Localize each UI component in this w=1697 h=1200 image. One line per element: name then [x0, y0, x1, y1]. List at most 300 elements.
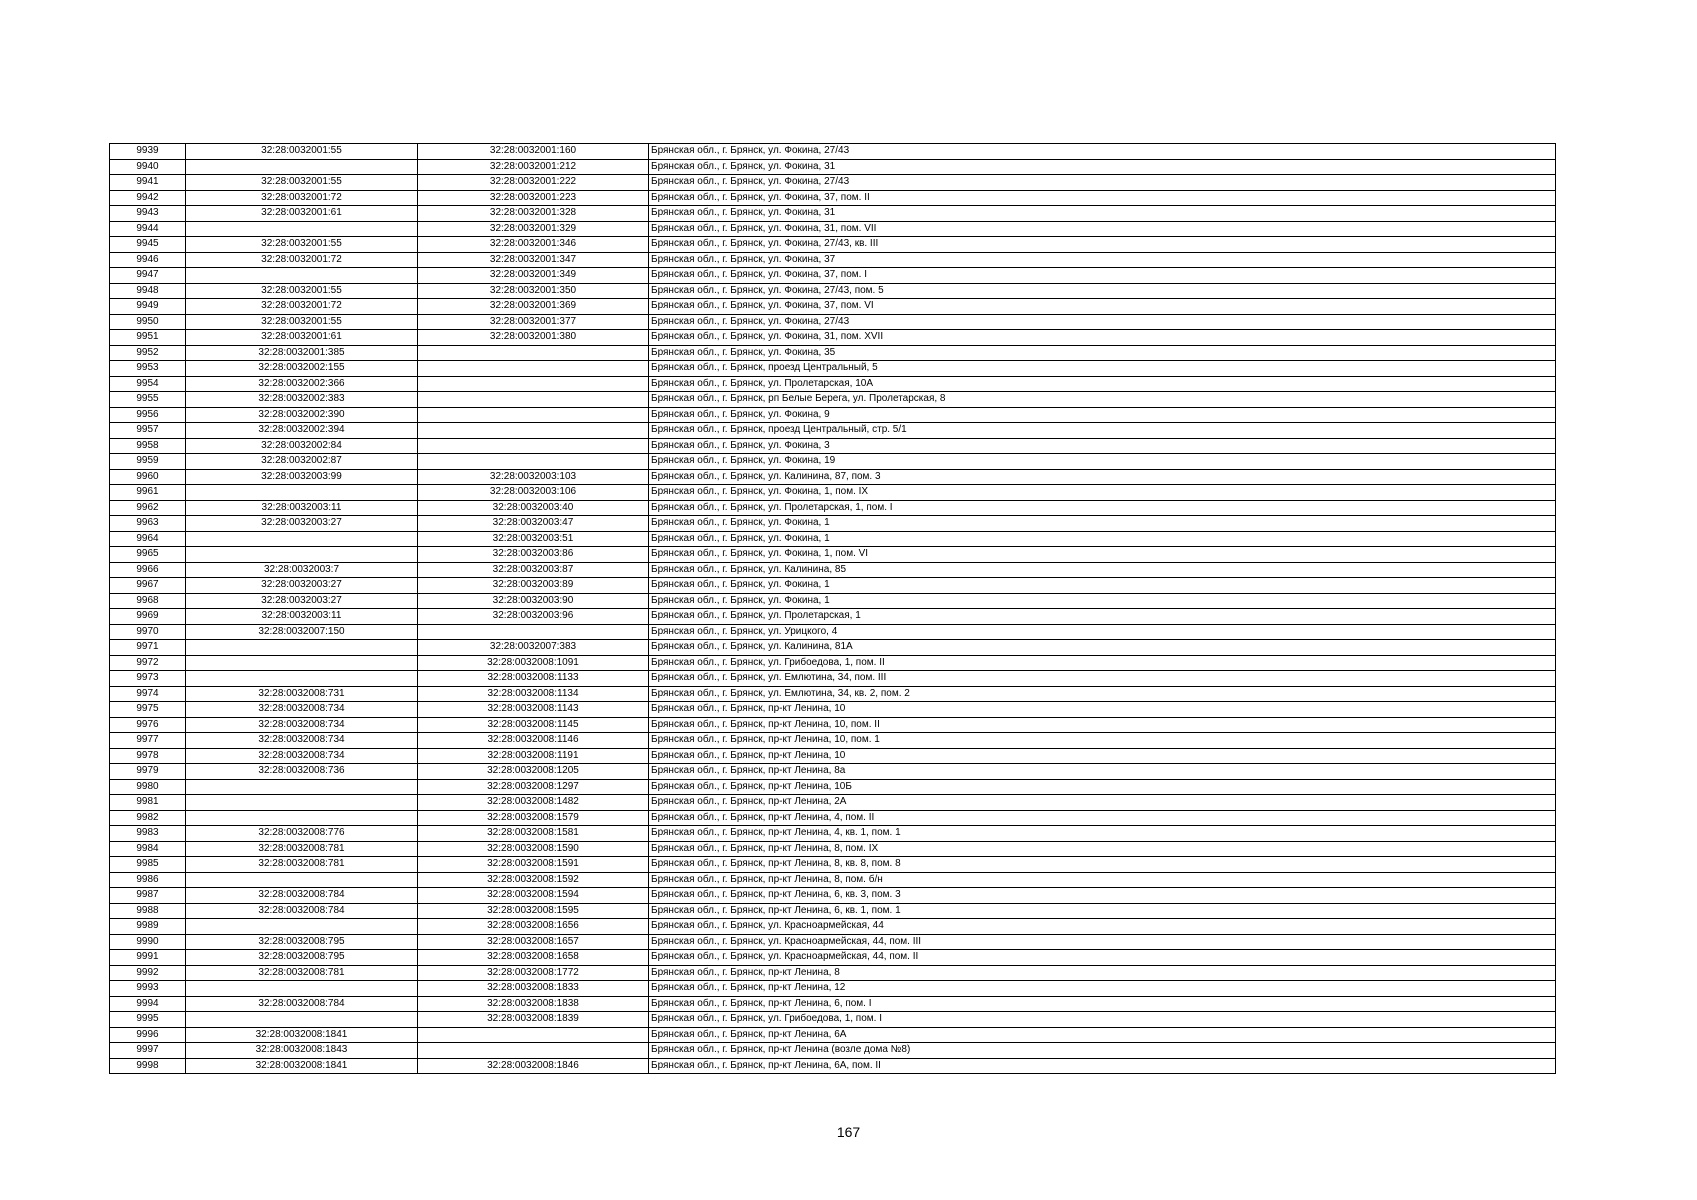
table-row: [110, 190, 1556, 206]
address-cell: Брянская обл., г. Брянск, ул. Фокина, 3: [649, 438, 1556, 454]
cadastral-parent-cell: 32:28:0032001:72: [186, 299, 418, 315]
row-number-cell: 9977: [110, 733, 186, 749]
address-cell: Брянская обл., г. Брянск, рп Белые Берега, ул. Пролетарская, 8: [649, 392, 1556, 408]
cadastral-number-cell: [418, 345, 649, 361]
address-cell: Брянская обл., г. Брянск, ул. Фокина, 27/43, пом. 5: [649, 283, 1556, 299]
address-cell: Брянская обл., г. Брянск, ул. Фокина, 31: [649, 159, 1556, 175]
address-cell: Брянская обл., г. Брянск, ул. Фокина, 1: [649, 516, 1556, 532]
row-number-cell: 9971: [110, 640, 186, 656]
table-row: [110, 919, 1556, 935]
cadastral-parent-cell: 32:28:0032001:61: [186, 206, 418, 222]
cadastral-number-cell: 32:28:0032001:377: [418, 314, 649, 330]
table-row: [110, 717, 1556, 733]
cadastral-number-cell: 32:28:0032008:1579: [418, 810, 649, 826]
cadastral-number-cell: 32:28:0032003:103: [418, 469, 649, 485]
cadastral-parent-cell: [186, 655, 418, 671]
table-row: [110, 469, 1556, 485]
cadastral-number-cell: 32:28:0032008:1143: [418, 702, 649, 718]
row-number-cell: 9955: [110, 392, 186, 408]
address-cell: Брянская обл., г. Брянск, ул. Фокина, 1: [649, 578, 1556, 594]
cadastral-parent-cell: 32:28:0032008:781: [186, 857, 418, 873]
row-number-cell: 9948: [110, 283, 186, 299]
row-number-cell: 9963: [110, 516, 186, 532]
address-cell: Брянская обл., г. Брянск, ул. Фокина, 37: [649, 252, 1556, 268]
table-row: [110, 1043, 1556, 1059]
cadastral-number-cell: 32:28:0032008:1205: [418, 764, 649, 780]
table-row: [110, 764, 1556, 780]
address-cell: Брянская обл., г. Брянск, ул. Фокина, 37, пом. II: [649, 190, 1556, 206]
table-row: [110, 376, 1556, 392]
row-number-cell: 9946: [110, 252, 186, 268]
table-row: [110, 578, 1556, 594]
cadastral-number-cell: 32:28:0032008:1297: [418, 779, 649, 795]
table-row: [110, 795, 1556, 811]
cadastral-parent-cell: [186, 919, 418, 935]
address-cell: Брянская обл., г. Брянск, пр-кт Ленина, 10, пом. II: [649, 717, 1556, 733]
cadastral-number-cell: 32:28:0032008:1134: [418, 686, 649, 702]
cadastral-number-cell: 32:28:0032003:89: [418, 578, 649, 594]
address-cell: Брянская обл., г. Брянск, ул. Калинина, 87, пом. 3: [649, 469, 1556, 485]
cadastral-parent-cell: 32:28:0032003:27: [186, 593, 418, 609]
table-row: [110, 283, 1556, 299]
row-number-cell: 9986: [110, 872, 186, 888]
cadastral-parent-cell: 32:28:0032001:61: [186, 330, 418, 346]
row-number-cell: 9991: [110, 950, 186, 966]
cadastral-parent-cell: 32:28:0032008:734: [186, 702, 418, 718]
table-row: [110, 1058, 1556, 1074]
cadastral-number-cell: 32:28:0032003:87: [418, 562, 649, 578]
table-row: [110, 655, 1556, 671]
cadastral-parent-cell: 32:28:0032008:731: [186, 686, 418, 702]
cadastral-parent-cell: 32:28:0032008:795: [186, 950, 418, 966]
table-row: [110, 500, 1556, 516]
cadastral-number-cell: 32:28:0032007:383: [418, 640, 649, 656]
cadastral-number-cell: 32:28:0032008:1146: [418, 733, 649, 749]
address-cell: Брянская обл., г. Брянск, пр-кт Ленина, 8: [649, 965, 1556, 981]
table-row: [110, 857, 1556, 873]
table-row: [110, 810, 1556, 826]
cadastral-parent-cell: [186, 268, 418, 284]
cadastral-parent-cell: 32:28:0032001:55: [186, 283, 418, 299]
table-row: [110, 593, 1556, 609]
table-row: [110, 206, 1556, 222]
table-row: [110, 237, 1556, 253]
cadastral-parent-cell: 32:28:0032003:27: [186, 516, 418, 532]
address-cell: Брянская обл., г. Брянск, ул. Фокина, 1, пом. IX: [649, 485, 1556, 501]
row-number-cell: 9980: [110, 779, 186, 795]
address-cell: Брянская обл., г. Брянск, ул. Пролетарская, 1, пом. I: [649, 500, 1556, 516]
row-number-cell: 9972: [110, 655, 186, 671]
address-cell: Брянская обл., г. Брянск, пр-кт Ленина, 10, пом. 1: [649, 733, 1556, 749]
address-cell: Брянская обл., г. Брянск, ул. Фокина, 35: [649, 345, 1556, 361]
row-number-cell: 9943: [110, 206, 186, 222]
cadastral-parent-cell: 32:28:0032003:11: [186, 500, 418, 516]
cadastral-number-cell: 32:28:0032008:1833: [418, 981, 649, 997]
cadastral-parent-cell: 32:28:0032002:87: [186, 454, 418, 470]
address-cell: Брянская обл., г. Брянск, пр-кт Ленина, 8а: [649, 764, 1556, 780]
table-row: [110, 361, 1556, 377]
row-number-cell: 9988: [110, 903, 186, 919]
cadastral-parent-cell: [186, 1012, 418, 1028]
cadastral-number-cell: [418, 376, 649, 392]
table-row: [110, 252, 1556, 268]
cadastral-parent-cell: 32:28:0032008:1841: [186, 1027, 418, 1043]
cadastral-number-cell: 32:28:0032001:328: [418, 206, 649, 222]
cadastral-parent-cell: 32:28:0032008:736: [186, 764, 418, 780]
cadastral-parent-cell: [186, 779, 418, 795]
table-row: [110, 547, 1556, 563]
table-row: [110, 981, 1556, 997]
cadastral-parent-cell: 32:28:0032007:150: [186, 624, 418, 640]
table-row: [110, 779, 1556, 795]
cadastral-number-cell: 32:28:0032008:1590: [418, 841, 649, 857]
table-row: [110, 888, 1556, 904]
table-row: [110, 314, 1556, 330]
cadastral-number-cell: 32:28:0032008:1591: [418, 857, 649, 873]
row-number-cell: 9998: [110, 1058, 186, 1074]
cadastral-parent-cell: [186, 795, 418, 811]
row-number-cell: 9952: [110, 345, 186, 361]
cadastral-number-cell: 32:28:0032003:86: [418, 547, 649, 563]
address-cell: Брянская обл., г. Брянск, пр-кт Ленина, 10: [649, 702, 1556, 718]
table-row: [110, 903, 1556, 919]
cadastral-parent-cell: 32:28:0032003:7: [186, 562, 418, 578]
cadastral-number-cell: 32:28:0032003:106: [418, 485, 649, 501]
address-cell: Брянская обл., г. Брянск, пр-кт Ленина, 4, пом. II: [649, 810, 1556, 826]
cadastral-parent-cell: 32:28:0032008:781: [186, 841, 418, 857]
row-number-cell: 9978: [110, 748, 186, 764]
cadastral-parent-cell: 32:28:0032002:390: [186, 407, 418, 423]
cadastral-number-cell: 32:28:0032008:1772: [418, 965, 649, 981]
row-number-cell: 9940: [110, 159, 186, 175]
row-number-cell: 9997: [110, 1043, 186, 1059]
table-row: [110, 671, 1556, 687]
address-cell: Брянская обл., г. Брянск, ул. Пролетарская, 1: [649, 609, 1556, 625]
cadastral-number-cell: 32:28:0032008:1581: [418, 826, 649, 842]
cadastral-parent-cell: 32:28:0032008:1843: [186, 1043, 418, 1059]
table-row: [110, 268, 1556, 284]
row-number-cell: 9939: [110, 144, 186, 160]
cadastral-number-cell: [418, 423, 649, 439]
cadastral-parent-cell: 32:28:0032008:734: [186, 717, 418, 733]
table-row: [110, 996, 1556, 1012]
table-row: [110, 686, 1556, 702]
cadastral-parent-cell: [186, 531, 418, 547]
cadastral-parent-cell: 32:28:0032001:55: [186, 175, 418, 191]
row-number-cell: 9942: [110, 190, 186, 206]
cadastral-number-cell: 32:28:0032008:1191: [418, 748, 649, 764]
cadastral-number-cell: 32:28:0032008:1656: [418, 919, 649, 935]
row-number-cell: 9982: [110, 810, 186, 826]
address-cell: Брянская обл., г. Брянск, пр-кт Ленина, 10Б: [649, 779, 1556, 795]
row-number-cell: 9987: [110, 888, 186, 904]
cadastral-number-cell: 32:28:0032008:1838: [418, 996, 649, 1012]
table-row: [110, 407, 1556, 423]
table-row: [110, 485, 1556, 501]
cadastral-parent-cell: [186, 159, 418, 175]
cadastral-number-cell: 32:28:0032008:1846: [418, 1058, 649, 1074]
row-number-cell: 9958: [110, 438, 186, 454]
address-cell: Брянская обл., г. Брянск, ул. Фокина, 1: [649, 593, 1556, 609]
cadastral-parent-cell: [186, 547, 418, 563]
address-cell: Брянская обл., г. Брянск, пр-кт Ленина, 6, кв. 3, пом. 3: [649, 888, 1556, 904]
cadastral-number-cell: 32:28:0032003:90: [418, 593, 649, 609]
cadastral-number-cell: [418, 454, 649, 470]
row-number-cell: 9992: [110, 965, 186, 981]
address-cell: Брянская обл., г. Брянск, ул. Фокина, 27/43: [649, 175, 1556, 191]
table-row: [110, 159, 1556, 175]
address-cell: Брянская обл., г. Брянск, ул. Калинина, 81А: [649, 640, 1556, 656]
registry-table: [109, 143, 1556, 1074]
row-number-cell: 9969: [110, 609, 186, 625]
address-cell: Брянская обл., г. Брянск, ул. Красноармейская, 44: [649, 919, 1556, 935]
row-number-cell: 9960: [110, 469, 186, 485]
address-cell: Брянская обл., г. Брянск, пр-кт Ленина (возле дома №8): [649, 1043, 1556, 1059]
address-cell: Брянская обл., г. Брянск, ул. Фокина, 19: [649, 454, 1556, 470]
address-cell: Брянская обл., г. Брянск, ул. Фокина, 31, пом. XVII: [649, 330, 1556, 346]
table-row: [110, 516, 1556, 532]
address-cell: Брянская обл., г. Брянск, ул. Фокина, 1: [649, 531, 1556, 547]
address-cell: Брянская обл., г. Брянск, ул. Фокина, 31: [649, 206, 1556, 222]
table-row: [110, 423, 1556, 439]
row-number-cell: 9995: [110, 1012, 186, 1028]
table-row: [110, 733, 1556, 749]
address-cell: Брянская обл., г. Брянск, пр-кт Ленина, 4, кв. 1, пом. 1: [649, 826, 1556, 842]
address-cell: Брянская обл., г. Брянск, ул. Емлютина, 34, кв. 2, пом. 2: [649, 686, 1556, 702]
table-row: [110, 950, 1556, 966]
row-number-cell: 9962: [110, 500, 186, 516]
cadastral-parent-cell: [186, 640, 418, 656]
row-number-cell: 9984: [110, 841, 186, 857]
address-cell: Брянская обл., г. Брянск, ул. Фокина, 31, пом. VII: [649, 221, 1556, 237]
row-number-cell: 9993: [110, 981, 186, 997]
cadastral-number-cell: 32:28:0032008:1594: [418, 888, 649, 904]
cadastral-number-cell: 32:28:0032001:349: [418, 268, 649, 284]
table-row: [110, 175, 1556, 191]
cadastral-parent-cell: 32:28:0032003:99: [186, 469, 418, 485]
table-row: [110, 392, 1556, 408]
cadastral-parent-cell: 32:28:0032001:385: [186, 345, 418, 361]
cadastral-number-cell: 32:28:0032008:1839: [418, 1012, 649, 1028]
cadastral-number-cell: 32:28:0032008:1145: [418, 717, 649, 733]
cadastral-number-cell: 32:28:0032008:1592: [418, 872, 649, 888]
address-cell: Брянская обл., г. Брянск, ул. Калинина, 85: [649, 562, 1556, 578]
row-number-cell: 9970: [110, 624, 186, 640]
cadastral-parent-cell: 32:28:0032008:781: [186, 965, 418, 981]
cadastral-number-cell: 32:28:0032008:1091: [418, 655, 649, 671]
cadastral-number-cell: 32:28:0032008:1657: [418, 934, 649, 950]
row-number-cell: 9996: [110, 1027, 186, 1043]
cadastral-parent-cell: 32:28:0032002:84: [186, 438, 418, 454]
table-row: [110, 640, 1556, 656]
address-cell: Брянская обл., г. Брянск, ул. Фокина, 9: [649, 407, 1556, 423]
cadastral-number-cell: 32:28:0032008:1658: [418, 950, 649, 966]
cadastral-parent-cell: 32:28:0032008:734: [186, 748, 418, 764]
row-number-cell: 9957: [110, 423, 186, 439]
table-row: [110, 934, 1556, 950]
row-number-cell: 9983: [110, 826, 186, 842]
row-number-cell: 9976: [110, 717, 186, 733]
cadastral-number-cell: [418, 1027, 649, 1043]
cadastral-parent-cell: [186, 485, 418, 501]
cadastral-parent-cell: 32:28:0032002:394: [186, 423, 418, 439]
row-number-cell: 9973: [110, 671, 186, 687]
cadastral-number-cell: 32:28:0032001:369: [418, 299, 649, 315]
registry-table-body: [110, 144, 1556, 1074]
row-number-cell: 9974: [110, 686, 186, 702]
address-cell: Брянская обл., г. Брянск, пр-кт Ленина, 10: [649, 748, 1556, 764]
cadastral-parent-cell: 32:28:0032008:784: [186, 903, 418, 919]
table-row: [110, 748, 1556, 764]
cadastral-parent-cell: 32:28:0032001:55: [186, 314, 418, 330]
row-number-cell: 9966: [110, 562, 186, 578]
address-cell: Брянская обл., г. Брянск, ул. Урицкого, 4: [649, 624, 1556, 640]
row-number-cell: 9956: [110, 407, 186, 423]
address-cell: Брянская обл., г. Брянск, ул. Пролетарская, 10А: [649, 376, 1556, 392]
cadastral-parent-cell: 32:28:0032001:72: [186, 190, 418, 206]
cadastral-parent-cell: [186, 671, 418, 687]
address-cell: Брянская обл., г. Брянск, ул. Красноармейская, 44, пом. II: [649, 950, 1556, 966]
table-row: [110, 299, 1556, 315]
row-number-cell: 9944: [110, 221, 186, 237]
table-row: [110, 965, 1556, 981]
address-cell: Брянская обл., г. Брянск, пр-кт Ленина, 6А: [649, 1027, 1556, 1043]
row-number-cell: 9941: [110, 175, 186, 191]
cadastral-parent-cell: [186, 981, 418, 997]
table-row: [110, 144, 1556, 160]
cadastral-number-cell: 32:28:0032008:1482: [418, 795, 649, 811]
address-cell: Брянская обл., г. Брянск, ул. Фокина, 27/43, кв. III: [649, 237, 1556, 253]
cadastral-parent-cell: 32:28:0032003:11: [186, 609, 418, 625]
cadastral-parent-cell: 32:28:0032008:734: [186, 733, 418, 749]
address-cell: Брянская обл., г. Брянск, пр-кт Ленина, 12: [649, 981, 1556, 997]
cadastral-parent-cell: 32:28:0032003:27: [186, 578, 418, 594]
cadastral-parent-cell: 32:28:0032001:55: [186, 237, 418, 253]
address-cell: Брянская обл., г. Брянск, ул. Фокина, 1, пом. VI: [649, 547, 1556, 563]
cadastral-parent-cell: 32:28:0032008:1841: [186, 1058, 418, 1074]
address-cell: Брянская обл., г. Брянск, ул. Емлютина, 34, пом. III: [649, 671, 1556, 687]
row-number-cell: 9985: [110, 857, 186, 873]
table-row: [110, 221, 1556, 237]
cadastral-parent-cell: 32:28:0032002:383: [186, 392, 418, 408]
cadastral-number-cell: 32:28:0032001:160: [418, 144, 649, 160]
cadastral-number-cell: [418, 407, 649, 423]
cadastral-number-cell: 32:28:0032008:1595: [418, 903, 649, 919]
row-number-cell: 9981: [110, 795, 186, 811]
address-cell: Брянская обл., г. Брянск, пр-кт Ленина, 8, пом. б/н: [649, 872, 1556, 888]
cadastral-number-cell: 32:28:0032001:380: [418, 330, 649, 346]
address-cell: Брянская обл., г. Брянск, ул. Фокина, 37, пом. VI: [649, 299, 1556, 315]
address-cell: Брянская обл., г. Брянск, ул. Красноармейская, 44, пом. III: [649, 934, 1556, 950]
cadastral-parent-cell: 32:28:0032001:72: [186, 252, 418, 268]
table-row: [110, 1012, 1556, 1028]
row-number-cell: 9953: [110, 361, 186, 377]
table-row: [110, 624, 1556, 640]
row-number-cell: 9947: [110, 268, 186, 284]
cadastral-parent-cell: 32:28:0032008:784: [186, 996, 418, 1012]
table-row: [110, 872, 1556, 888]
address-cell: Брянская обл., г. Брянск, пр-кт Ленина, 6, кв. 1, пом. 1: [649, 903, 1556, 919]
cadastral-number-cell: 32:28:0032008:1133: [418, 671, 649, 687]
cadastral-parent-cell: [186, 810, 418, 826]
address-cell: Брянская обл., г. Брянск, ул. Фокина, 37, пом. I: [649, 268, 1556, 284]
cadastral-number-cell: [418, 392, 649, 408]
cadastral-number-cell: [418, 1043, 649, 1059]
cadastral-number-cell: 32:28:0032001:350: [418, 283, 649, 299]
cadastral-parent-cell: [186, 221, 418, 237]
row-number-cell: 9975: [110, 702, 186, 718]
table-row: [110, 454, 1556, 470]
address-cell: Брянская обл., г. Брянск, пр-кт Ленина, 2А: [649, 795, 1556, 811]
row-number-cell: 9959: [110, 454, 186, 470]
cadastral-number-cell: 32:28:0032003:51: [418, 531, 649, 547]
table-row: [110, 562, 1556, 578]
cadastral-number-cell: 32:28:0032003:96: [418, 609, 649, 625]
address-cell: Брянская обл., г. Брянск, пр-кт Ленина, 8, пом. IX: [649, 841, 1556, 857]
address-cell: Брянская обл., г. Брянск, пр-кт Ленина, 6, пом. I: [649, 996, 1556, 1012]
cadastral-number-cell: [418, 438, 649, 454]
table-row: [110, 841, 1556, 857]
table-row: [110, 609, 1556, 625]
address-cell: Брянская обл., г. Брянск, ул. Грибоедова, 1, пом. I: [649, 1012, 1556, 1028]
cadastral-number-cell: [418, 361, 649, 377]
cadastral-number-cell: 32:28:0032001:212: [418, 159, 649, 175]
row-number-cell: 9954: [110, 376, 186, 392]
row-number-cell: 9964: [110, 531, 186, 547]
address-cell: Брянская обл., г. Брянск, пр-кт Ленина, 6А, пом. II: [649, 1058, 1556, 1074]
cadastral-number-cell: 32:28:0032003:47: [418, 516, 649, 532]
table-row: [110, 330, 1556, 346]
address-cell: Брянская обл., г. Брянск, ул. Грибоедова, 1, пом. II: [649, 655, 1556, 671]
cadastral-parent-cell: 32:28:0032008:784: [186, 888, 418, 904]
cadastral-number-cell: 32:28:0032001:346: [418, 237, 649, 253]
page-number: 167: [836, 1124, 861, 1140]
cadastral-number-cell: [418, 624, 649, 640]
table-row: [110, 1027, 1556, 1043]
row-number-cell: 9949: [110, 299, 186, 315]
row-number-cell: 9945: [110, 237, 186, 253]
row-number-cell: 9965: [110, 547, 186, 563]
cadastral-number-cell: 32:28:0032003:40: [418, 500, 649, 516]
cadastral-parent-cell: [186, 872, 418, 888]
table-row: [110, 345, 1556, 361]
row-number-cell: 9990: [110, 934, 186, 950]
cadastral-number-cell: 32:28:0032001:329: [418, 221, 649, 237]
table-row: [110, 438, 1556, 454]
row-number-cell: 9961: [110, 485, 186, 501]
cadastral-parent-cell: 32:28:0032008:795: [186, 934, 418, 950]
table-row: [110, 826, 1556, 842]
cadastral-parent-cell: 32:28:0032002:155: [186, 361, 418, 377]
address-cell: Брянская обл., г. Брянск, ул. Фокина, 27/43: [649, 314, 1556, 330]
cadastral-parent-cell: 32:28:0032008:776: [186, 826, 418, 842]
cadastral-parent-cell: 32:28:0032002:366: [186, 376, 418, 392]
table-row: [110, 702, 1556, 718]
address-cell: Брянская обл., г. Брянск, ул. Фокина, 27/43: [649, 144, 1556, 160]
row-number-cell: 9994: [110, 996, 186, 1012]
cadastral-parent-cell: 32:28:0032001:55: [186, 144, 418, 160]
row-number-cell: 9951: [110, 330, 186, 346]
row-number-cell: 9967: [110, 578, 186, 594]
cadastral-number-cell: 32:28:0032001:223: [418, 190, 649, 206]
cadastral-number-cell: 32:28:0032001:347: [418, 252, 649, 268]
row-number-cell: 9989: [110, 919, 186, 935]
address-cell: Брянская обл., г. Брянск, пр-кт Ленина, 8, кв. 8, пом. 8: [649, 857, 1556, 873]
row-number-cell: 9968: [110, 593, 186, 609]
row-number-cell: 9979: [110, 764, 186, 780]
cadastral-number-cell: 32:28:0032001:222: [418, 175, 649, 191]
address-cell: Брянская обл., г. Брянск, проезд Центральный, 5: [649, 361, 1556, 377]
